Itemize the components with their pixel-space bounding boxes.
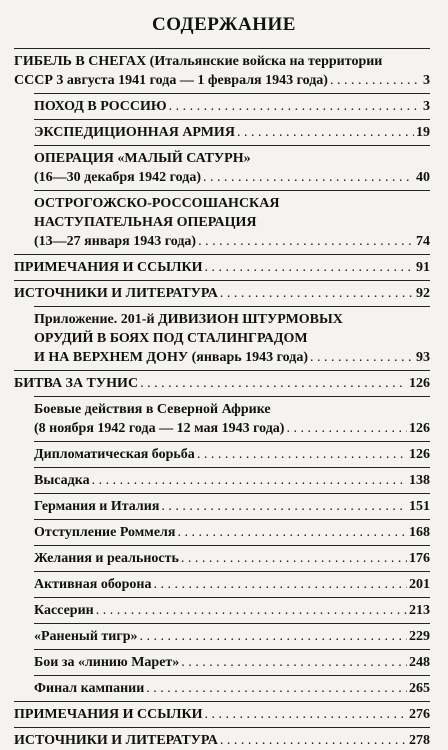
toc-entry-line: СССР 3 августа 1941 года — 1 февраля 1943 года) [14, 73, 328, 88]
toc-entry-row [34, 168, 430, 187]
dot-leader [330, 71, 421, 90]
toc-entry-line: Активная оборона [34, 577, 152, 592]
dot-leader [169, 97, 421, 116]
toc-entry[interactable] [14, 601, 430, 620]
toc-entry-row [34, 123, 430, 142]
toc-entry[interactable] [14, 731, 430, 750]
page-number: 201 [409, 577, 430, 592]
page-number: 176 [409, 551, 430, 566]
toc-entry-row [34, 471, 430, 490]
toc-entry-line: Бои за «линию Марет» [34, 655, 180, 670]
toc-entry[interactable] [14, 471, 430, 490]
page-number: 278 [409, 733, 430, 748]
toc-entry-row [14, 284, 430, 303]
divider-rule [14, 254, 430, 255]
toc-entry-line: ПРИМЕЧАНИЯ И ССЫЛКИ [14, 260, 203, 275]
toc-entry[interactable] [14, 149, 430, 187]
dot-leader [96, 601, 407, 620]
dot-leader [220, 731, 407, 750]
page-number: 40 [416, 170, 430, 185]
toc-entry[interactable] [14, 627, 430, 646]
toc-entry[interactable] [14, 374, 430, 393]
toc-entry-row [34, 679, 430, 698]
toc-entry[interactable] [14, 194, 430, 251]
dot-leader [310, 348, 414, 367]
toc-entry-row [34, 445, 430, 464]
toc-entry-line: Финал кампании [34, 681, 145, 696]
toc-entry-line: «Раненый тигр» [34, 629, 138, 644]
divider-rule [34, 623, 430, 624]
divider-rule [34, 519, 430, 520]
toc-entry-row [14, 731, 430, 750]
toc-entry-line: Желания и реальность [34, 551, 179, 566]
page-number: 138 [409, 473, 430, 488]
dot-leader [181, 653, 407, 672]
toc-entry-line: Высадка [34, 473, 90, 488]
toc-entry-row [34, 348, 430, 367]
page-number: 265 [409, 681, 430, 696]
toc-entry-line: Германия и Италия [34, 499, 160, 514]
page-number: 126 [409, 447, 430, 462]
toc-entry-line: Кассерин [34, 603, 94, 618]
divider-rule [34, 306, 430, 307]
toc-entry[interactable] [14, 258, 430, 277]
toc-entry[interactable] [14, 310, 430, 367]
divider-rule [14, 48, 430, 49]
page-number: 213 [409, 603, 430, 618]
toc-entry-row [34, 653, 430, 672]
toc-entry[interactable] [14, 523, 430, 542]
divider-rule [34, 571, 430, 572]
toc-entry-line: ОСТРОГОЖСКО-РОССОШАНСКАЯ [34, 196, 280, 211]
divider-rule [34, 467, 430, 468]
toc-entry[interactable] [14, 575, 430, 594]
page-number: 3 [423, 99, 430, 114]
divider-rule [34, 396, 430, 397]
dot-leader [154, 575, 408, 594]
toc-entry-row [14, 71, 430, 90]
dot-leader [205, 258, 415, 277]
dot-leader [220, 284, 414, 303]
page-number: 276 [409, 707, 430, 722]
toc-entry-line: (16—30 декабря 1942 года) [34, 170, 202, 185]
divider-rule [34, 675, 430, 676]
toc-entry-line: НАСТУПАТЕЛЬНАЯ ОПЕРАЦИЯ [34, 215, 257, 230]
dot-leader [92, 471, 407, 490]
dot-leader [205, 705, 408, 724]
toc-entry-row [34, 575, 430, 594]
toc-entry-line: (13—27 января 1943 года) [34, 234, 197, 249]
toc-entry[interactable] [14, 445, 430, 464]
page-number: 19 [416, 125, 430, 140]
toc-entry[interactable] [14, 705, 430, 724]
dot-leader [237, 123, 414, 142]
toc-entry-row [34, 627, 430, 646]
toc-entry-line: Боевые действия в Северной Африке [34, 402, 271, 417]
toc-entry[interactable] [14, 284, 430, 303]
divider-rule [14, 370, 430, 371]
toc-entry-row [34, 232, 430, 251]
dot-leader [161, 497, 407, 516]
dot-leader [181, 549, 407, 568]
divider-rule [14, 280, 430, 281]
toc-entry-line: ОПЕРАЦИЯ «МАЛЫЙ САТУРН» [34, 151, 251, 166]
dot-leader [198, 232, 414, 251]
toc-entry-row [34, 497, 430, 516]
dot-leader [203, 168, 414, 187]
toc-entry-row [34, 523, 430, 542]
dot-leader [177, 523, 407, 542]
toc-entry[interactable] [14, 497, 430, 516]
toc-entry-line: (8 ноября 1942 года — 12 мая 1943 года) [34, 421, 285, 436]
page-number: 248 [409, 655, 430, 670]
toc-entry-line: Дипломатическая борьба [34, 447, 195, 462]
toc-entry[interactable] [14, 97, 430, 116]
dot-leader [146, 679, 407, 698]
page-number: 229 [409, 629, 430, 644]
toc-entry[interactable] [14, 123, 430, 142]
toc-entry-line: Приложение. 201-й ДИВИЗИОН ШТУРМОВЫХ [34, 312, 343, 327]
toc-entry-line: ИСТОЧНИКИ И ЛИТЕРАТУРА [14, 286, 218, 301]
toc-entry[interactable] [14, 679, 430, 698]
divider-rule [34, 190, 430, 191]
page-number: 126 [409, 421, 430, 436]
divider-rule [14, 727, 430, 728]
toc-entry-row [34, 97, 430, 116]
toc-entry-row [34, 419, 430, 438]
toc-entry-line: ИСТОЧНИКИ И ЛИТЕРАТУРА [14, 733, 218, 748]
divider-rule [34, 119, 430, 120]
toc-entry-row [34, 549, 430, 568]
divider-rule [34, 145, 430, 146]
divider-rule [14, 701, 430, 702]
divider-rule [34, 93, 430, 94]
toc-entry-line: ПОХОД В РОССИЮ [34, 99, 167, 114]
divider-rule [34, 649, 430, 650]
toc-entry-line: И НА ВЕРХНЕМ ДОНУ (январь 1943 года) [34, 350, 309, 365]
dot-leader [286, 419, 407, 438]
table-of-contents [14, 45, 430, 750]
divider-rule [34, 597, 430, 598]
dot-leader [139, 627, 407, 646]
page-number: 151 [409, 499, 430, 514]
toc-entry[interactable] [14, 653, 430, 672]
divider-rule [34, 441, 430, 442]
divider-rule [34, 493, 430, 494]
page-number: 92 [416, 286, 430, 301]
toc-entry-line: Отступление Роммеля [34, 525, 176, 540]
dot-leader [140, 374, 407, 393]
page-number: 168 [409, 525, 430, 540]
page-number: 91 [416, 260, 430, 275]
page-number: 3 [423, 73, 430, 88]
page-number: 93 [416, 350, 430, 365]
toc-entry-row [14, 705, 430, 724]
page-title: СОДЕРЖАНИЕ [152, 14, 296, 35]
toc-entry-line: ОРУДИЙ В БОЯХ ПОД СТАЛИНГРАДОМ [34, 331, 308, 346]
toc-entry[interactable] [14, 400, 430, 438]
toc-entry[interactable] [14, 52, 430, 90]
toc-entry-line: БИТВА ЗА ТУНИС [14, 376, 139, 391]
toc-entry-row [14, 374, 430, 393]
toc-entry-line: ПРИМЕЧАНИЯ И ССЫЛКИ [14, 707, 203, 722]
toc-entry-line: ГИБЕЛЬ В СНЕГАХ (Итальянские войска на территории [14, 54, 383, 69]
divider-rule [34, 545, 430, 546]
toc-entry-row [34, 601, 430, 620]
page-number: 74 [416, 234, 430, 249]
toc-entry[interactable] [14, 549, 430, 568]
page-number: 126 [409, 376, 430, 391]
toc-entry-row [14, 258, 430, 277]
dot-leader [197, 445, 407, 464]
toc-entry-line: ЭКСПЕДИЦИОННАЯ АРМИЯ [34, 125, 235, 140]
